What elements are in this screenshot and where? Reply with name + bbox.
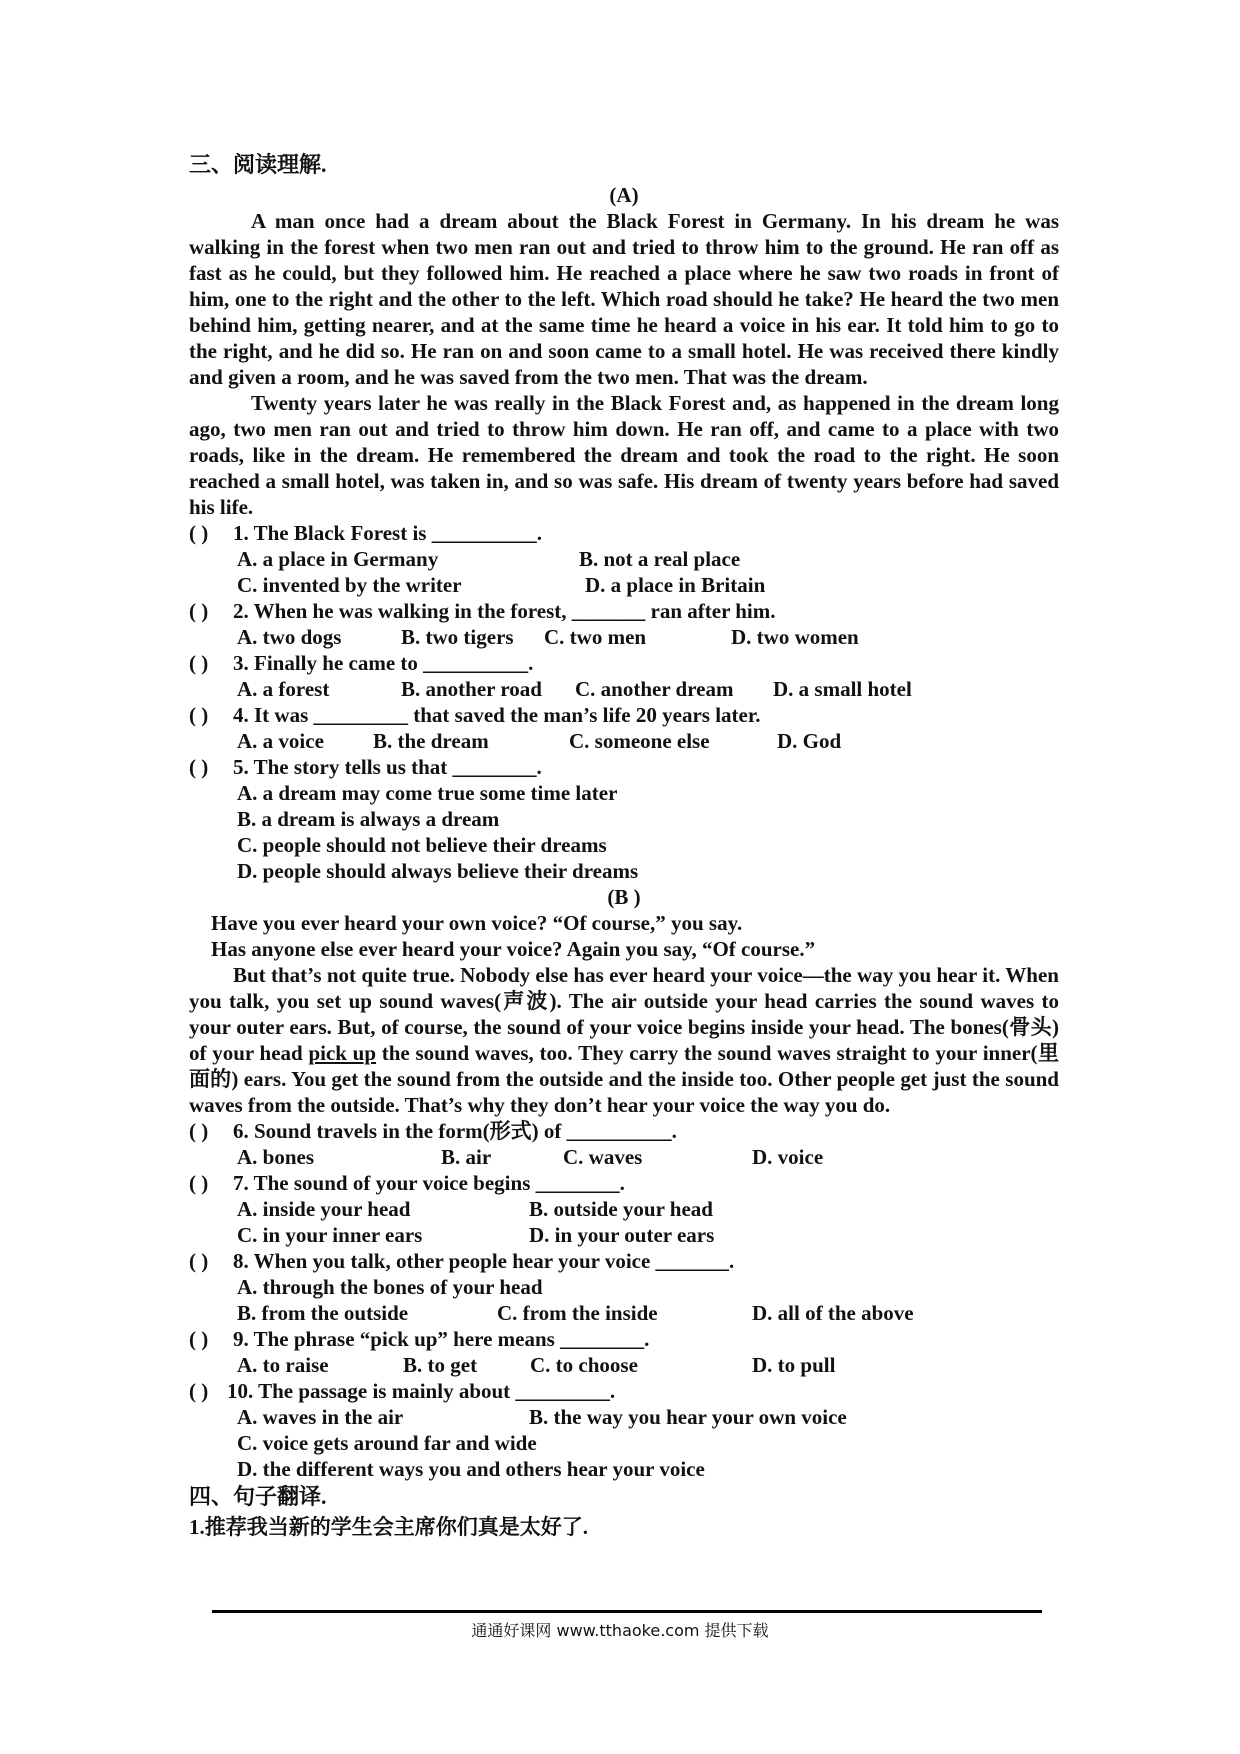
passage-b-text-2: the sound waves, too. They carry the sound waves straight to your inner(里面的) ears. You get the sound from the outside and the inside too. Other people get just the sound waves from the outside. That’s why they don’t hear your voice the way you do. [189,1041,1059,1117]
option-c: C. in your inner ears [237,1223,423,1247]
translation-item-1: 1.推荐我当新的学生会主席你们真是太好了. [189,1515,588,1539]
option-a: A. inside your head [237,1197,411,1221]
option-b: B. not a real place [579,547,741,571]
question-7-options-row-1 [189,1196,1059,1222]
question-stem: 6. Sound travels in the form(形式) of __________. [233,1119,677,1143]
option-a: A. a dream may come true some time later [237,781,618,805]
option-b: B. a dream is always a dream [237,807,500,831]
footer-divider [212,1610,1042,1613]
option-b: B. outside your head [529,1197,713,1221]
option-b: B. the way you hear your own voice [529,1405,847,1429]
question-8 [189,1248,1059,1274]
question-2 [189,598,1059,624]
option-b: B. from the outside [237,1301,409,1325]
question-6-options [189,1144,1059,1170]
option-b: B. air [441,1145,492,1169]
passage-b [189,910,1059,1118]
question-stem: 3. Finally he came to __________. [233,651,534,675]
option-d: D. a place in Britain [585,573,766,597]
question-stem: 7. The sound of your voice begins ________. [233,1171,625,1195]
option-a: A. a voice [237,729,324,753]
option-a: A. to raise [237,1353,329,1377]
question-6 [189,1118,1059,1144]
passage-b-text-1: But that’s not quite true. Nobody else has ever heard your voice—the way you hear it. When you talk, you set up sound waves(声波). The air outside your head carries the sound waves to your outer ears. But, of course, the sound of your voice begins inside your head. The bones(骨头) of your head [189,963,1059,1065]
question-stem: 9. The phrase “pick up” here means ________. [233,1327,650,1351]
question-10-options-row-1 [189,1404,1059,1430]
answer-blank[interactable]: ( ) [189,1249,209,1273]
question-5 [189,754,1059,780]
question-4 [189,702,1059,728]
question-2-options [189,624,1059,650]
pick-up-underlined: pick up [308,1041,377,1065]
option-b: B. the dream [373,729,489,753]
option-d: D. the different ways you and others hear your voice [237,1457,705,1481]
question-1-options-row-1 [189,546,1059,572]
answer-blank[interactable]: ( ) [189,1327,209,1351]
question-stem: 1. The Black Forest is __________. [233,521,542,545]
answer-blank[interactable]: ( ) [189,1119,209,1143]
passage-b-line-1: Have you ever heard your own voice? “Of course,” you say. [211,911,743,935]
option-d: D. two women [731,625,859,649]
passage-b-line-2: Has anyone else ever heard your voice? Again you say, “Of course.” [211,937,816,961]
option-a: A. waves in the air [237,1405,404,1429]
answer-blank[interactable]: ( ) [189,1379,209,1403]
option-d: D. to pull [752,1353,836,1377]
option-c: C. from the inside [497,1301,658,1325]
passage-a-paragraph-1: A man once had a dream about the Black Forest in Germany. In his dream he was walking in the forest when two men ran out and tried to throw him to the ground. He ran off as fast as he could, but they followed him. He reached a place where he saw two roads in front of him, one to the right and the other to the left. Which road should he take? He heard the two men behind him, getting nearer, and at the same time he heard a voice in his ear. It told him to go to the right, and he did so. He ran on and soon came to a small hotel. He was received there kindly and given a room, and he was saved from the two men. That was the dream. [189,209,1059,389]
option-d: D. a small hotel [773,677,912,701]
option-d: D. in your outer ears [529,1223,715,1247]
question-7-options-row-2 [189,1222,1059,1248]
question-3-options [189,676,1059,702]
question-stem: 8. When you talk, other people hear your voice _______. [233,1249,735,1273]
option-d: D. people should always believe their dreams [237,859,639,883]
option-a: A. a forest [237,677,330,701]
question-9 [189,1326,1059,1352]
worksheet-content [189,152,1059,1540]
footer-credit: 通通好课网 www.tthaoke.com 提供下载 [471,1621,769,1640]
section-3-heading: 三、阅读理解. [189,152,327,177]
question-9-options [189,1352,1059,1378]
passage-b-paragraph [189,962,1059,1118]
answer-blank[interactable]: ( ) [189,599,209,623]
question-10 [189,1378,1059,1404]
question-stem: 2. When he was walking in the forest, _______ ran after him. [233,599,776,623]
passage-b-label: (B ) [607,885,641,909]
option-a: A. bones [237,1145,315,1169]
option-c: C. invented by the writer [237,573,462,597]
section-4-heading: 四、句子翻译. [189,1484,327,1509]
question-1 [189,520,1059,546]
passage-a-label: (A) [609,183,639,207]
option-c: C. two men [544,625,647,649]
option-c: C. voice gets around far and wide [237,1431,537,1455]
passage-a-paragraph-2: Twenty years later he was really in the Black Forest and, as happened in the dream long ago, two men ran out and tried to throw him down. He ran off, and came to a place with two roads, like in the dream. He remembered the dream and took the road to the right. He soon reached a small hotel, was taken in, and so was safe. His dream of twenty years before had saved his life. [189,391,1059,519]
question-stem: 10. The passage is mainly about _________. [227,1379,616,1403]
question-4-options [189,728,1059,754]
option-c: C. someone else [569,729,710,753]
question-7 [189,1170,1059,1196]
option-b: B. to get [403,1353,478,1377]
question-3 [189,650,1059,676]
option-c: C. waves [563,1145,643,1169]
option-a: A. through the bones of your head [237,1275,543,1299]
question-stem: 4. It was _________ that saved the man’s life 20 years later. [233,703,761,727]
option-c: C. to choose [530,1353,638,1377]
option-b: B. two tigers [401,625,514,649]
answer-blank[interactable]: ( ) [189,755,209,779]
question-stem: 5. The story tells us that ________. [233,755,542,779]
answer-blank[interactable]: ( ) [189,521,209,545]
option-b: B. another road [401,677,542,701]
option-d: D. voice [752,1145,824,1169]
option-a: A. a place in Germany [237,547,439,571]
answer-blank[interactable]: ( ) [189,651,209,675]
option-c: C. people should not believe their dreams [237,833,607,857]
option-d: D. God [777,729,842,753]
option-d: D. all of the above [752,1301,914,1325]
answer-blank[interactable]: ( ) [189,1171,209,1195]
question-1-options-row-2 [189,572,1059,598]
option-c: C. another dream [575,677,734,701]
option-a: A. two dogs [237,625,342,649]
question-8-options-row-2 [189,1300,1059,1326]
answer-blank[interactable]: ( ) [189,703,209,727]
